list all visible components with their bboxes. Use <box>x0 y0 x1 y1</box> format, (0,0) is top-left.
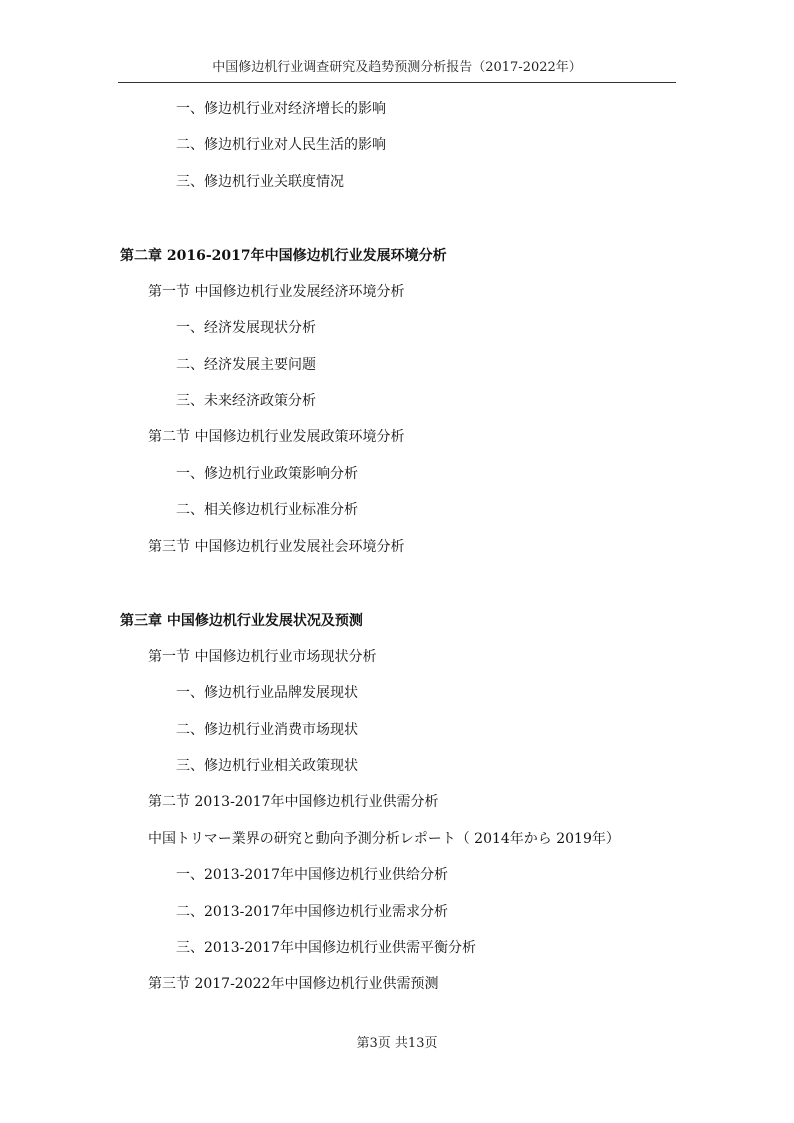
header-divider <box>118 82 676 83</box>
toc-item: 二、修边机行业对人民生活的影响 <box>176 137 386 153</box>
page-footer-number: 第3页 共13页 <box>356 1036 438 1051</box>
toc-item: 二、经济发展主要问题 <box>176 357 316 373</box>
toc-section: 第三节 2017-2022年中国修边机行业供需预测 <box>148 976 439 992</box>
toc-chapter-heading: 第二章 2016-2017年中国修边机行业发展环境分析 <box>120 248 447 264</box>
toc-chapter-heading: 第三章 中国修边机行业发展状况及预测 <box>120 613 363 629</box>
toc-item: 三、2013-2017年中国修边机行业供需平衡分析 <box>176 940 476 956</box>
toc-item: 二、修边机行业消费市场现状 <box>176 722 358 738</box>
toc-item: 一、修边机行业品牌发展现状 <box>176 685 358 701</box>
toc-section: 第三节 中国修边机行业发展社会环境分析 <box>148 539 405 555</box>
toc-item: 二、相关修边机行业标准分析 <box>176 502 358 518</box>
toc-item: 一、修边机行业对经济增长的影响 <box>176 101 386 117</box>
toc-item: 三、未来经济政策分析 <box>176 393 316 409</box>
toc-section: 第一节 中国修边机行业市场现状分析 <box>148 649 377 665</box>
toc-item: 一、修边机行业政策影响分析 <box>176 466 358 482</box>
toc-item: 一、2013-2017年中国修边机行业供给分析 <box>176 867 448 883</box>
toc-item: 一、经济发展现状分析 <box>176 320 316 336</box>
toc-section: 第一节 中国修边机行业发展经济环境分析 <box>148 284 405 300</box>
toc-item: 三、修边机行业相关政策现状 <box>176 758 358 774</box>
toc-section: 第二节 中国修边机行业发展政策环境分析 <box>148 429 405 445</box>
toc-item: 二、2013-2017年中国修边机行业需求分析 <box>176 904 448 920</box>
page-header-title: 中国修边机行业调查研究及趋势预测分析报告（2017-2022年） <box>212 60 582 75</box>
toc-item: 三、修边机行业关联度情况 <box>176 174 344 190</box>
toc-section: 第二节 2013-2017年中国修边机行业供需分析 <box>148 794 439 810</box>
toc-foreign-title: 中国トリマー業界の研究と動向予測分析レポート（ 2014年から 2019年） <box>148 831 620 847</box>
